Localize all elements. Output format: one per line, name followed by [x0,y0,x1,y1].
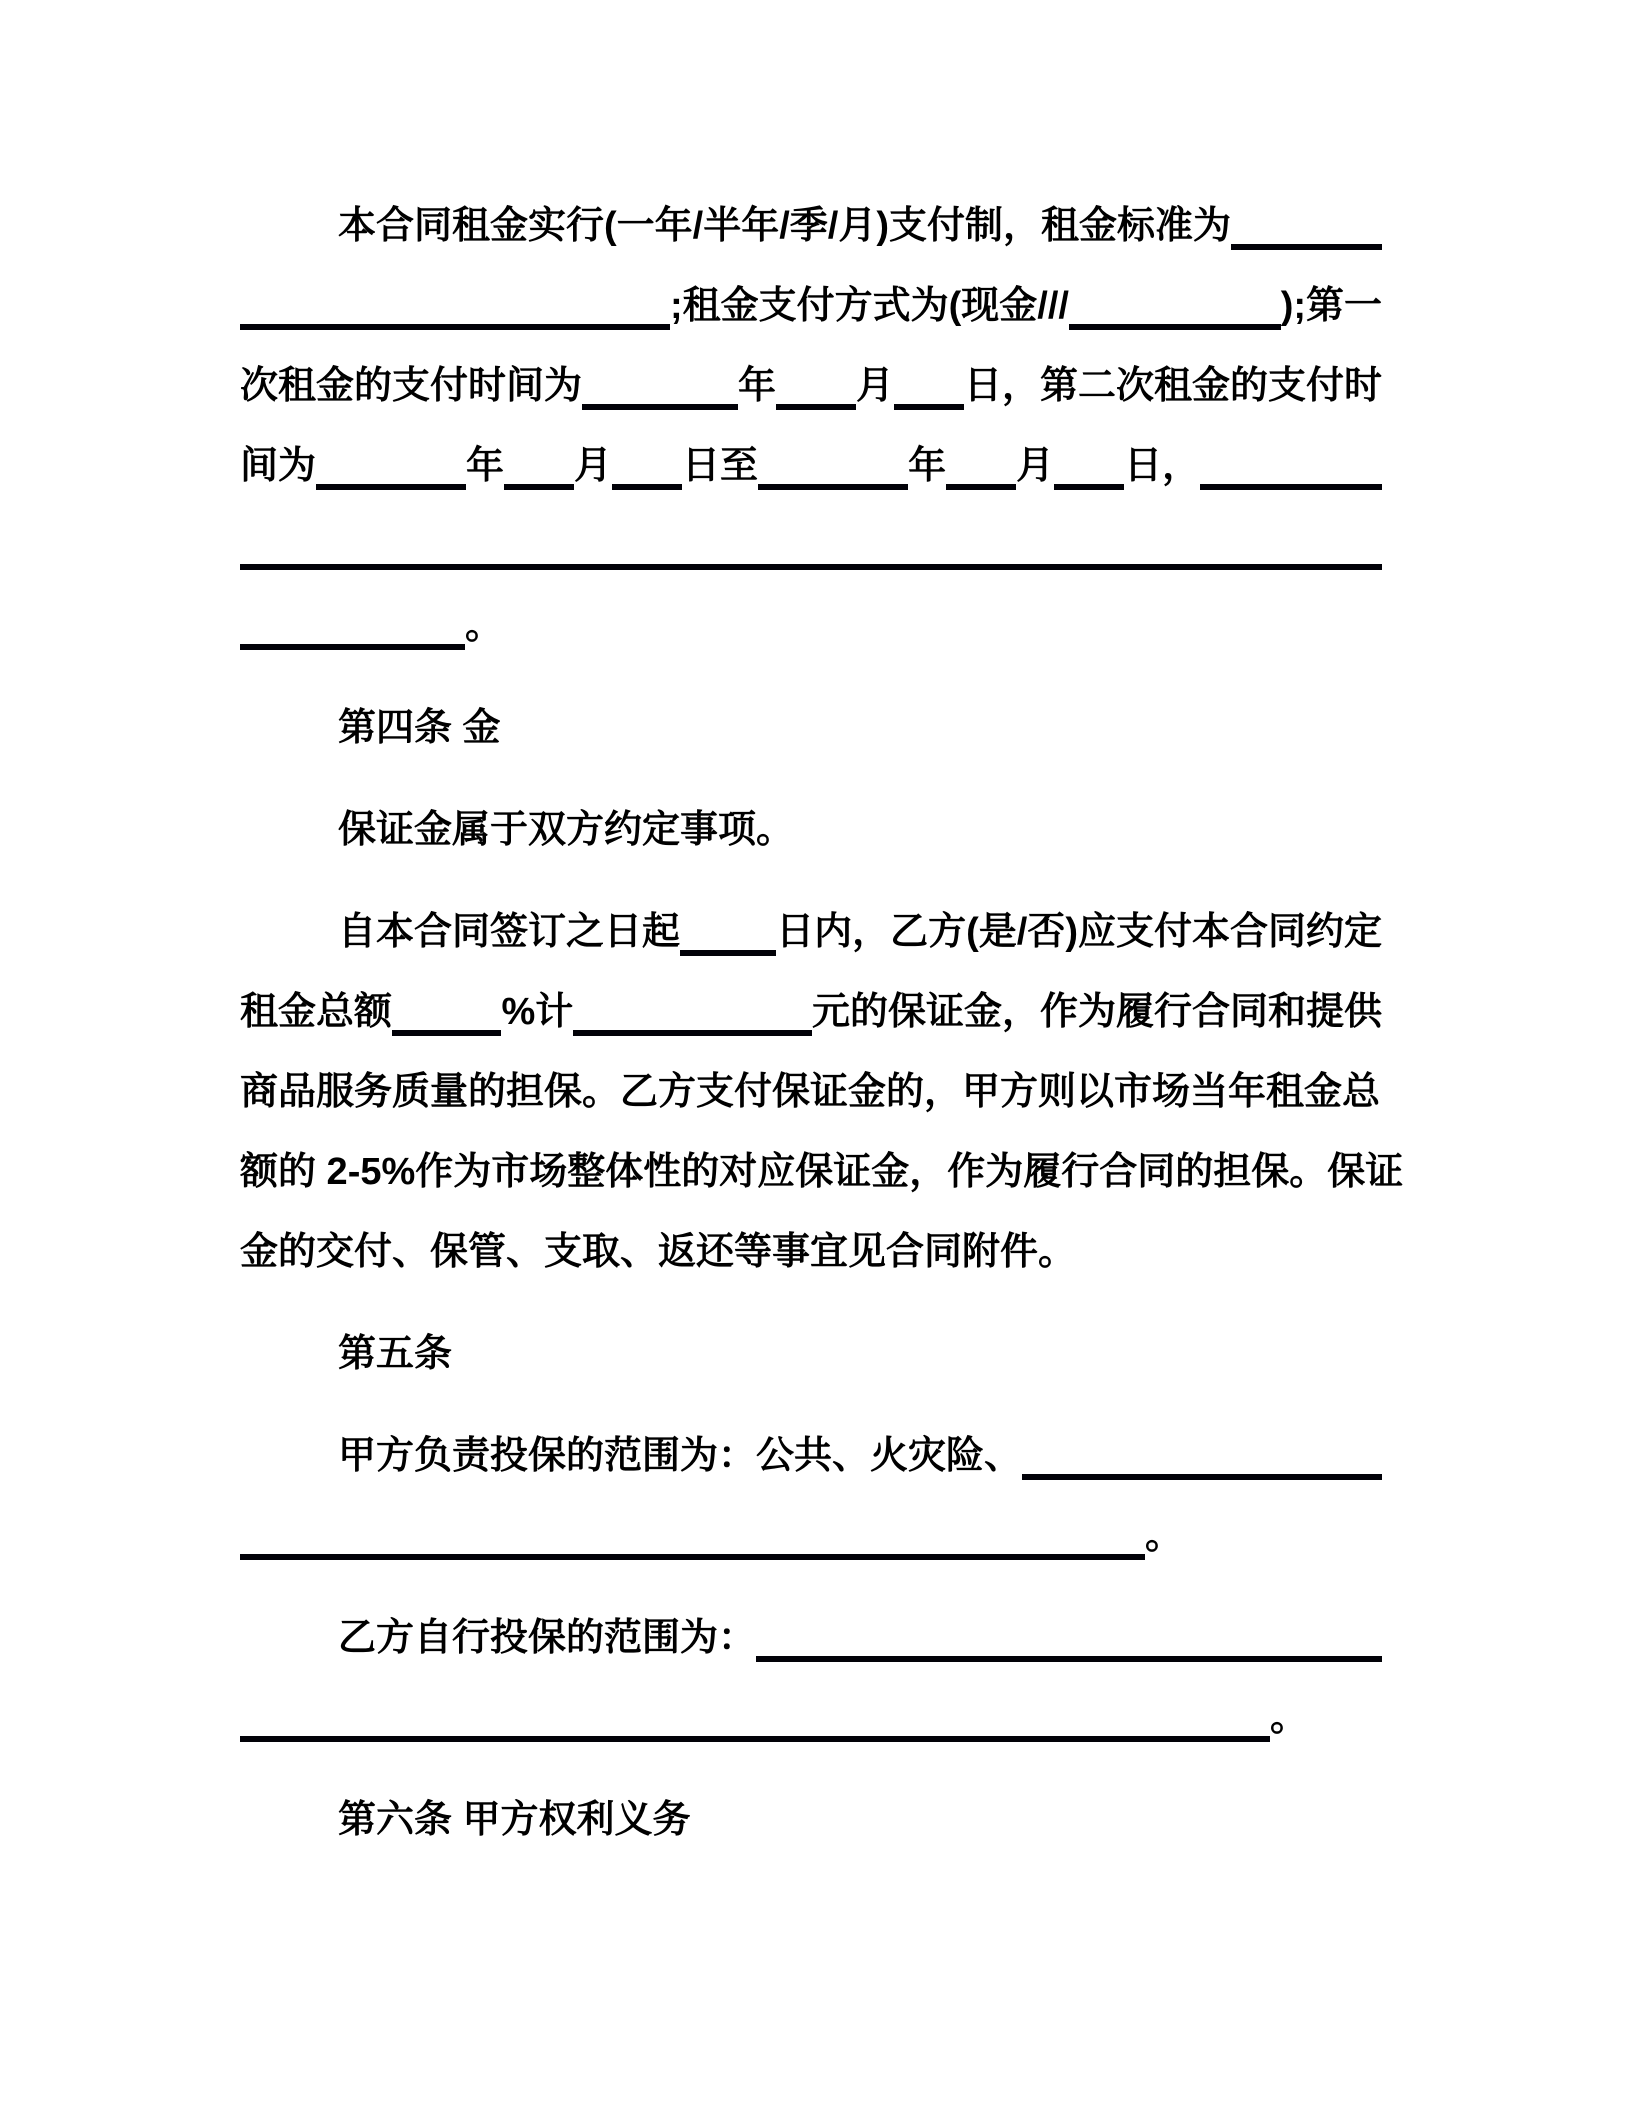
text-run: 。 [1145,1515,1184,1557]
paragraph [240,1598,1382,1758]
text-line [240,1496,1382,1576]
fill-in-blank-underline [612,426,682,490]
text-run: );第一 [1280,285,1382,327]
text-line [240,426,1382,506]
text-line [240,506,1382,586]
text-run: ;租金支付方式为(现金/// [670,285,1069,327]
text-run: 。 [1270,1697,1309,1739]
fill-in-blank-underline [1069,266,1281,330]
fill-in-blank-underline [946,426,1016,490]
text-run: 金的交付、保管、支取、返还等事宜见合同附件。 [240,1231,1077,1273]
text-run: 日，第二次租金的支付时 [963,365,1382,407]
fill-in-blank-underline [1054,426,1124,490]
clause-heading [240,1314,1382,1394]
text-line [240,1678,1382,1758]
text-run: 月 [855,365,894,407]
fill-in-blank-underline [582,346,738,410]
text-run: 第六条 甲方权利义务 [338,1799,691,1841]
fill-in-blank-underline [316,426,466,490]
text-run: %计 [501,991,574,1033]
fill-in-blank-underline [240,1678,1270,1742]
text-run: 次租金的支付时间为 [240,365,583,407]
fill-in-blank-underline [240,506,1382,570]
fill-in-blank-underline [758,426,908,490]
text-run: 本合同租金实行(一年/半年/季/月)支付制，租金标准为 [338,205,1231,247]
fill-in-blank-underline [392,972,501,1036]
text-run: 第五条 [338,1333,453,1375]
paragraph [240,186,1382,666]
heading-line [240,1780,1382,1860]
fill-in-blank-underline [776,346,856,410]
heading-line [240,688,1382,768]
text-run: 月 [574,445,613,487]
fill-in-blank-underline [680,892,776,956]
clause-heading [240,688,1382,768]
text-run: 日， [1124,445,1201,487]
text-run: 租金总额 [240,991,393,1033]
text-run: 商品服务质量的担保。乙方支付保证金的，甲方则以市场当年租金总 [240,1071,1381,1113]
document-body [240,186,1404,1860]
text-run: 月 [1016,445,1055,487]
fill-in-blank-underline [573,972,812,1036]
text-line [240,972,1382,1052]
text-run: 自本合同签订之日起 [338,911,681,953]
fill-in-blank-underline [504,426,574,490]
text-run: 年 [466,445,505,487]
fill-in-blank-underline [1022,1416,1382,1480]
paragraph [240,1416,1382,1576]
text-line [240,790,1382,870]
text-run: 间为 [240,445,317,487]
text-run: 元的保证金，作为履行合同和提供 [811,991,1382,1033]
text-line [240,1212,1382,1292]
text-run: 第四条 金 [338,707,501,749]
text-run: 额的 2-5%作为市场整体性的对应保证金，作为履行合同的担保。保证 [240,1151,1404,1193]
text-line [240,1052,1382,1132]
text-run: 日内，乙方(是/否)应支付本合同约定 [776,911,1382,953]
fill-in-blank-underline [1231,186,1382,250]
heading-line [240,1314,1382,1394]
text-line [240,1132,1404,1212]
text-run: 甲方负责投保的范围为：公共、火灾险、 [338,1435,1023,1477]
text-line [240,892,1382,972]
clause-heading [240,1780,1382,1860]
paragraph [240,892,1404,1292]
fill-in-blank-underline [240,586,465,650]
text-run: 乙方自行投保的范围为： [338,1617,757,1659]
fill-in-blank-underline [240,1496,1145,1560]
fill-in-blank-underline [894,346,964,410]
text-run: 保证金属于双方约定事项。 [338,809,795,851]
text-run: 。 [465,605,504,647]
text-line [240,186,1382,266]
text-line [240,346,1382,426]
text-line [240,1416,1382,1496]
text-line [240,266,1382,346]
fill-in-blank-underline [240,266,670,330]
paragraph [240,790,1382,870]
fill-in-blank-underline [1200,426,1382,490]
text-line [240,586,1382,666]
text-run: 日至 [682,445,759,487]
text-run: 年 [737,365,776,407]
text-run: 年 [908,445,947,487]
fill-in-blank-underline [756,1598,1382,1662]
text-line [240,1598,1382,1678]
